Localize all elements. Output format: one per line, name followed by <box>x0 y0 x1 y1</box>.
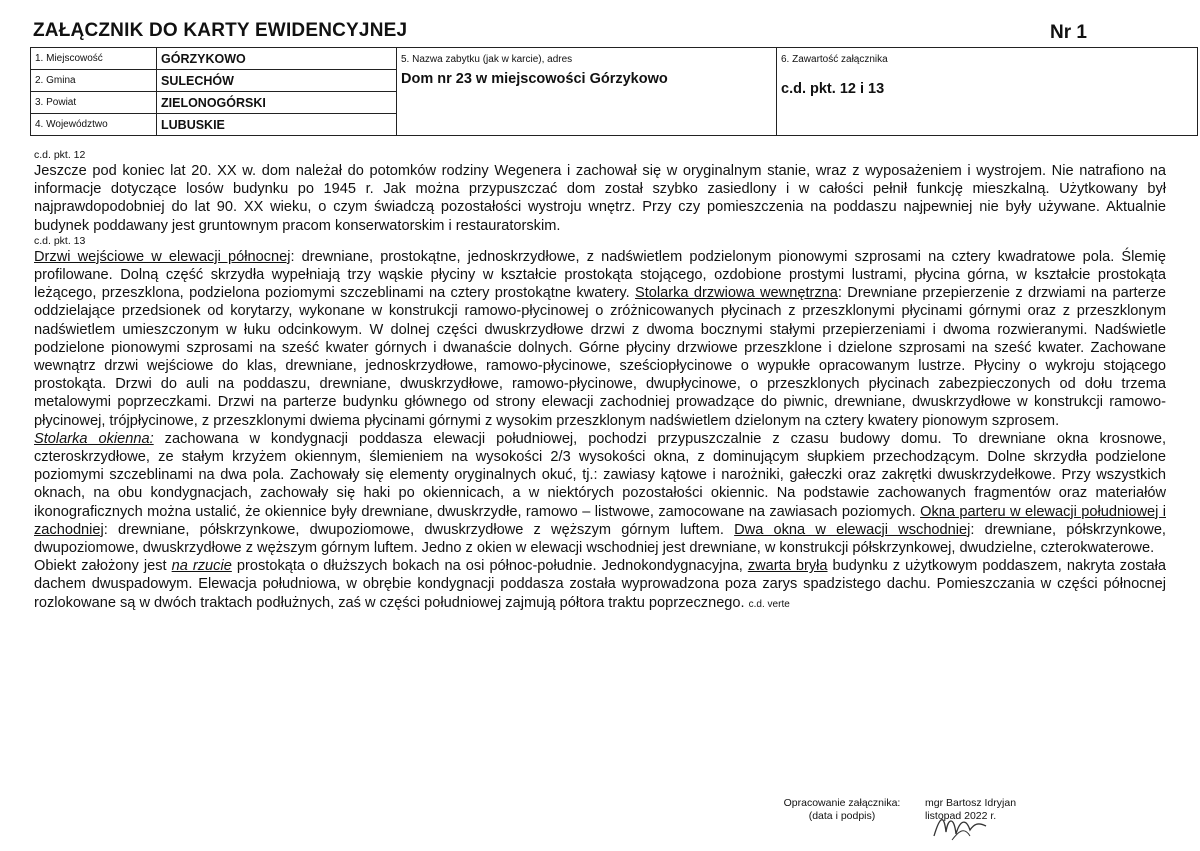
field-value-miejscowosc: GÓRZYKOWO <box>157 48 397 70</box>
heading-entrance-doors: Drzwi wejściowe w elewacji północnej <box>34 248 291 265</box>
object-text-2: prostokąta o dłuższych bokach na osi północ-południe. Jednokondygnacyjna, <box>231 558 748 575</box>
monument-name-label: 5. Nazwa zabytku (jak w karcie), adres <box>401 54 573 65</box>
document-title: ZAŁĄCZNIK DO KARTY EWIDENCYJNEJ <box>33 20 408 41</box>
footer-author: mgr Bartosz Idryjan <box>925 797 1017 809</box>
east-windows-text: : drewniane, półskrzynkowe, dwupoziomowe, dwuskrzydłowe z węższym górnym luftem. Jedno z okien w elewacji wschodniej jest drewniane, w konstrukcji półskrzynkowej, dwudzielne, czterokwaterowe. <box>34 521 1166 557</box>
footer-label-date-signature: (data i podpis) <box>808 810 876 822</box>
object-text-3: budynku z użytkowym poddaszem, nakryta została dachem dwuspadowym. Elewacja południowa, w obrębie kondygnacji poddasza została wyprowadzona poza zarys spadzistego dachu. Pomieszczania w części północnej rozlokowane są w dwóch traktach podłużnych, zaś w części południowej zajmują półtora traktu poprzecznego. <box>34 558 1167 611</box>
field-label-gmina: 2. Gmina <box>31 70 157 92</box>
footer-label-prepared: Opracowanie załącznika: <box>783 797 901 809</box>
handwritten-signature <box>930 806 990 846</box>
section-text-12: Jeszcze pod koniec lat 20. XX w. dom należał do potomków rodziny Wegenera i zachował się w oryginalnym stanie, wraz z wyposażeniem i wystrojem. Nie natrafiono na informacje dotyczące losów budynku po 1945 r. Jak można przypuszczać dom został szybko zasiedlony i w całości pełnił funkcję mieszkalną. Użytkowany był najprawdopodobniej do lat 90. XX wieku, o czym świadczą pozostałości wystroju wnętrz. Przy czy pomieszczenia na poddaszu najpewniej nie były używane. Aktualnie budynek poddawany jest gruntownym pracom konserwatorskim i restauratorskim. <box>34 163 1166 234</box>
document-body <box>34 149 1166 614</box>
section-text-doors <box>34 248 1166 430</box>
field-label-powiat: 3. Powiat <box>31 92 157 114</box>
field-value-gmina: SULECHÓW <box>157 70 397 92</box>
continued-verte: c.d. verte <box>748 598 790 610</box>
attachment-content-label: 6. Zawartość załącznika <box>781 54 888 65</box>
monument-name-value: Dom nr 23 w miejscowości Górzykowo <box>401 71 668 87</box>
section-label-13: c.d. pkt. 13 <box>34 234 86 247</box>
heading-east-windows: Dwa okna w elewacji wschodniej <box>734 521 971 538</box>
footer-labels <box>762 797 922 823</box>
header-table <box>30 47 1198 136</box>
term-zwarta-bryla: zwarta bryła <box>747 558 828 575</box>
windows-text: zachowana w kondygnacji poddasza elewacji południowej, pochodzi przypuszczalnie z czasu budowy domu. To drewniane okna krosnowe, czteroskrzydłowe, ze stałym krzyżem okiennym, ślemieniem na wysokości 2/3 wysokości okna, z dominującym słupkiem przechodzącym. Dolne skrzydła podzielone poziomymi szczeblinami na dwa pola. Zachowały się elementy oryginalnych okuć, tj.: zawiasy kątowe i narożniki, gałeczki oraz zakrętki dwuskrzydełkowe. Przy wszystkich oknach, na obu kondygnacjach, zachowały się haki po okiennicach, a w niektórych pozostałości okiennic. Na podstawie zachowanych fragmentów oraz materiałów ikonograficznych można ustalić, że okiennice były drewniane, dwuskrzydłe, ramowo – listwowe, zamocowane na zawiasach poziomych. <box>34 430 1166 520</box>
footer-date: listopad 2022 r. <box>925 810 997 822</box>
field-label-miejscowosc: 1. Miejscowość <box>31 48 157 70</box>
attachment-number: Nr 1 <box>1050 22 1087 43</box>
section-text-object <box>34 557 1166 614</box>
field-label-wojewodztwo: 4. Województwo <box>31 114 157 136</box>
field-value-wojewodztwo: LUBUSKIE <box>157 114 397 136</box>
term-na-rzucie: na rzucie <box>171 558 232 575</box>
attachment-content-value: c.d. pkt. 12 i 13 <box>781 81 885 97</box>
section-label-12: c.d. pkt. 12 <box>34 149 86 161</box>
heading-ground-windows: Okna parteru w elewacji południowej i zachodniej <box>34 503 1166 538</box>
monument-name-cell <box>397 48 777 136</box>
field-value-powiat: ZIELONOGÓRSKI <box>157 92 397 114</box>
ground-windows-text: : drewniane, półskrzynkowe, dwupoziomowe, dwuskrzydłowe z węższym górnym luftem. <box>103 521 735 538</box>
object-text-1: Obiekt założony jest <box>34 558 172 575</box>
heading-windows: Stolarka okienna: <box>34 430 154 447</box>
section-text-windows <box>34 430 1166 557</box>
attachment-content-cell <box>777 48 1198 136</box>
inner-doors-text: : Drewniane przepierzenie z drzwiami na parterze oddzielające przedsionek od korytarzy, wykonane w konstrukcji ramowo-płycinowej o zróżnicowanych płycinach z przeszklonymi płycinami górnymi oraz z przeszklonym nadświetlem umieszczonym w łuku odcinkowym. W dolnej części dwuskrzydłowe drzwi z dwoma bocznymi stałymi przepierzeniami i dwoma rozwieranymi. Nadświetle podzielone pionowymi szprosami na sześć kwater górnych i dwanaście dolnych. Górne płyciny drzwiowe przeszklone i dzielone szprosami na sześć kwater. Zachowane wewnątrz drzwi wejściowe do klas, drewniane, jednoskrzydłowe, ramowo-płycinowe, sześciopłycinowe o wypukłe opracowanym lustrze. Płyciny o wykroju stojącego prostokąta. Drzwi do auli na poddaszu, drewniane, dwuskrzydłowe, ramowo-płycinowe, dwupłycinowe, o przeszklonych płycinach zabezpieczonych od dołu trzema metalowymi poprzeczkami. Drzwi na parterze budynku głównego od strony elewacji zachodniej prowadzące do piwnic, drewniane, dwuskrzydłowe w konstrukcji ramowo-płycinowej, trójpłycinowe, z przeszklonymi dwiema płycinami górnymi z wysokim przeszklonym nadświetlem dzielonym na cztery kwatery pionowym szprosem. <box>34 285 1166 429</box>
entrance-doors-text: : drewniane, prostokątne, jednoskrzydłowe, z nadświetlem podzielonym pionowymi szprosami na cztery kwadratowe pola. Ślemię profilowane. Dolną część skrzydła wypełniają trzy wąskie płyciny w kształcie prostokąta stojącego, ozdobione prostymi lustrami, płycina górna, w kształcie prostokąta leżącego, przeszklona, podzielona poziomymi szczeblinami na cztery prostokątne kwatery. <box>34 248 1166 302</box>
heading-inner-doors: Stolarka drzwiowa wewnętrzna <box>634 285 838 302</box>
